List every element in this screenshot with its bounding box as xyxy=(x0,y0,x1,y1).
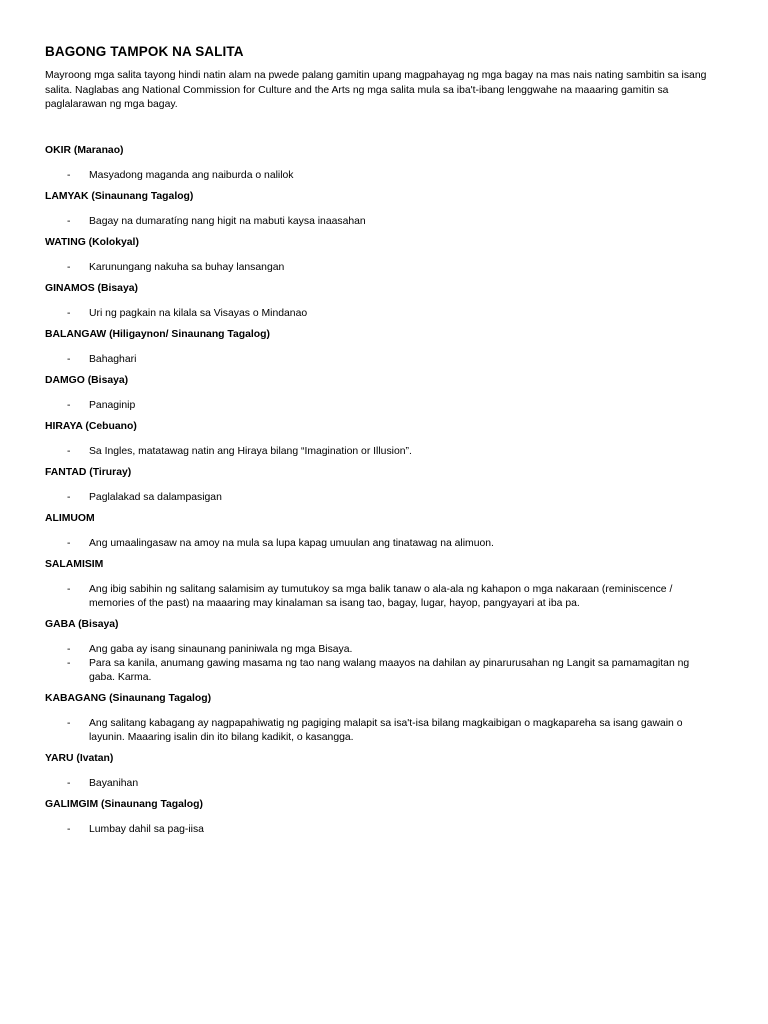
definition-text: Bagay na dumaratíng nang higit na mabuti kaysa inaasahan xyxy=(89,215,366,227)
bullet-dash: - xyxy=(67,823,71,835)
bullet-dash: - xyxy=(67,307,71,319)
definition-list xyxy=(45,537,725,551)
definition-item xyxy=(45,261,704,275)
definition-list xyxy=(45,353,725,367)
definition-list xyxy=(45,399,725,413)
definition-list xyxy=(45,777,725,791)
definition-text: Panaginip xyxy=(89,399,136,411)
word-entry xyxy=(45,420,725,459)
definition-text: Ang ibig sabihin ng salitang salamisim ay tumutukoy sa mga balik tanaw o ala-ala ng kahapon o mga nakaraan (reminiscence / memories of the past) na maaaring may kinalaman sa isang tao, bagay, lugar, hayop, pangyayari at iba pa. xyxy=(89,583,673,609)
word-entry xyxy=(45,618,725,685)
word-entry xyxy=(45,798,725,837)
definition-item xyxy=(45,445,704,459)
word-entry xyxy=(45,692,725,745)
definition-list xyxy=(45,307,725,321)
word-term: HIRAYA (Cebuano) xyxy=(45,420,137,432)
definition-text: Uri ng pagkain na kilala sa Visayas o Mindanao xyxy=(89,307,308,319)
definition-text: Lumbay dahil sa pag-iisa xyxy=(89,823,204,835)
definition-list xyxy=(45,169,725,183)
word-entry xyxy=(45,374,725,413)
definition-item xyxy=(45,169,704,183)
bullet-dash: - xyxy=(67,169,71,181)
definition-text: Ang umaalingasaw na amoy na mula sa lupa kapag umuulan ang tinatawag na alimuon. xyxy=(89,537,494,549)
word-term: LAMYAK (Sinaunang Tagalog) xyxy=(45,190,194,202)
definition-text: Bayanihan xyxy=(89,777,139,789)
definition-text: Karunungang nakuha sa buhay lansangan xyxy=(89,261,285,273)
definition-list xyxy=(45,491,725,505)
word-entry xyxy=(45,558,725,611)
definition-item xyxy=(45,657,704,685)
word-term: ALIMUOM xyxy=(45,512,95,524)
word-term: YARU (Ivatan) xyxy=(45,752,114,764)
definition-item xyxy=(45,537,704,551)
definition-list xyxy=(45,445,725,459)
bullet-dash: - xyxy=(67,657,71,669)
bullet-dash: - xyxy=(67,399,71,411)
definition-item xyxy=(45,823,704,837)
bullet-dash: - xyxy=(67,491,71,503)
bullet-dash: - xyxy=(67,353,71,365)
definition-list xyxy=(45,823,725,837)
bullet-dash: - xyxy=(67,537,71,549)
definition-list xyxy=(45,717,725,745)
definition-item xyxy=(45,307,704,321)
word-entry xyxy=(45,328,725,367)
definition-text: Sa Ingles, matatawag natin ang Hiraya bilang “Imagination or Illusion”. xyxy=(89,445,412,457)
bullet-dash: - xyxy=(67,445,71,457)
bullet-dash: - xyxy=(67,215,71,227)
definition-item xyxy=(45,777,704,791)
word-term: OKIR (Maranao) xyxy=(45,144,124,156)
word-entry xyxy=(45,144,725,183)
word-entry xyxy=(45,236,725,275)
word-entry xyxy=(45,466,725,505)
word-entry xyxy=(45,752,725,791)
definition-text: Bahaghari xyxy=(89,353,137,365)
definition-text: Ang gaba ay isang sinaunang paniniwala ng mga Bisaya. xyxy=(89,643,353,655)
definition-item xyxy=(45,353,704,367)
definition-item xyxy=(45,215,704,229)
bullet-dash: - xyxy=(67,777,71,789)
word-term: SALAMISIM xyxy=(45,558,104,570)
word-term: KABAGANG (Sinaunang Tagalog) xyxy=(45,692,212,704)
definition-item xyxy=(45,643,704,657)
bullet-dash: - xyxy=(67,261,71,273)
word-entry xyxy=(45,512,725,551)
word-entry xyxy=(45,282,725,321)
word-term: GALIMGIM (Sinaunang Tagalog) xyxy=(45,798,203,810)
page-title: BAGONG TAMPOK NA SALITA xyxy=(45,44,244,59)
word-term: BALANGAW (Hiligaynon/ Sinaunang Tagalog) xyxy=(45,328,270,340)
definition-item xyxy=(45,583,704,611)
definition-text: Paglalakad sa dalampasigan xyxy=(89,491,222,503)
definition-list xyxy=(45,215,725,229)
definition-text: Masyadong maganda ang naiburda o nalilok xyxy=(89,169,294,181)
word-list xyxy=(45,144,725,837)
definition-list xyxy=(45,583,725,611)
bullet-dash: - xyxy=(67,583,71,595)
word-entry xyxy=(45,190,725,229)
word-term: GABA (Bisaya) xyxy=(45,618,119,630)
definition-text: Ang salitang kabagang ay nagpapahiwatig ng pagiging malapit sa isa't-isa bilang magkaibigan o magkapareha sa isang gawain o layunin. Maaaring isalin din ito bilang kadikit, o kasangga. xyxy=(89,717,683,743)
word-term: GINAMOS (Bisaya) xyxy=(45,282,138,294)
definition-item xyxy=(45,399,704,413)
definition-text: Para sa kanila, anumang gawing masama ng tao nang walang maayos na dahilan ay pinarurusahan ng Langit sa pamamagitan ng gaba. Karma. xyxy=(89,657,690,683)
definition-list xyxy=(45,261,725,275)
intro-paragraph: Mayroong mga salita tayong hindi natin alam na pwede palang gamitin upang magpahayag ng mga bagay na mas nais nating sambitin sa isang salita. Naglabas ang National Commission for Culture and the Arts ng mga salita mula sa iba't-ibang lenggwahe na maaaring gamitin sa paglalarawan ng mga bagay. xyxy=(45,70,707,110)
word-term: WATING (Kolokyal) xyxy=(45,236,139,248)
bullet-dash: - xyxy=(67,717,71,729)
word-term: DAMGO (Bisaya) xyxy=(45,374,129,386)
definition-item xyxy=(45,491,704,505)
definition-list xyxy=(45,643,725,685)
document-page xyxy=(45,44,725,844)
bullet-dash: - xyxy=(67,643,71,655)
definition-item xyxy=(45,717,704,745)
word-term: FANTAD (Tiruray) xyxy=(45,466,132,478)
